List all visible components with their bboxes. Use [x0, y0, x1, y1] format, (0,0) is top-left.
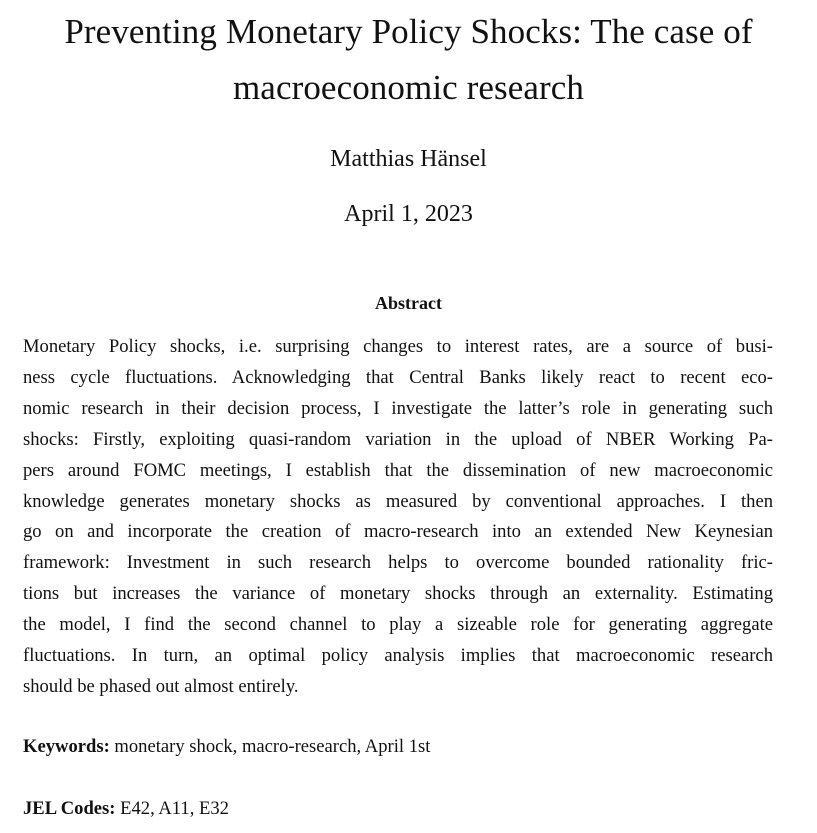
jel-codes-label: JEL Codes: — [23, 798, 116, 819]
abstract-line: shocks: Firstly, exploiting quasi-random variation in the upload of NBER Working Pa- — [23, 428, 773, 450]
abstract-line: framework: Investment in such research helps to overcome bounded rationality fric- — [23, 552, 773, 574]
abstract-text — [23, 332, 773, 703]
abstract-line: tions but increases the variance of monetary shocks through an externality. Estimating — [23, 583, 773, 605]
paper-title-line-1: Preventing Monetary Policy Shocks: The case of — [64, 12, 753, 51]
paper-title-line-2: macroeconomic research — [232, 68, 585, 107]
abstract-line: Monetary Policy shocks, i.e. surprising changes to interest rates, are a source of busi- — [23, 336, 773, 357]
abstract-line: nomic research in their decision process, I investigate the latter’s role in generating such — [23, 397, 773, 419]
keywords-label: Keywords: — [23, 736, 110, 757]
jel-codes-value: E42, A11, E32 — [120, 798, 229, 819]
publication-date: April 1, 2023 — [344, 201, 473, 227]
paper-title — [0, 4, 817, 116]
author-name: Matthias Hänsel — [330, 146, 487, 172]
abstract-line: pers around FOMC meetings, I establish that the dissemination of new macroeconomic — [23, 459, 773, 481]
keywords-line — [23, 734, 430, 760]
abstract-line: ness cycle fluctuations. Acknowledging that Central Banks likely react to recent eco- — [23, 366, 773, 388]
keywords-value: monetary shock, macro-research, April 1st — [114, 736, 431, 757]
abstract-line: the model, I find the second channel to play a sizeable role for generating aggregate — [23, 614, 773, 636]
abstract-line: go on and incorporate the creation of macro-research into an extended New Keynesian — [23, 521, 773, 543]
abstract-line: knowledge generates monetary shocks as measured by conventional approaches. I then — [23, 490, 773, 512]
abstract-line: should be phased out almost entirely. — [23, 675, 299, 697]
jel-codes-line — [23, 796, 229, 822]
abstract-line: fluctuations. In turn, an optimal policy analysis implies that macroeconomic research — [23, 645, 773, 667]
abstract-heading: Abstract — [375, 293, 442, 313]
